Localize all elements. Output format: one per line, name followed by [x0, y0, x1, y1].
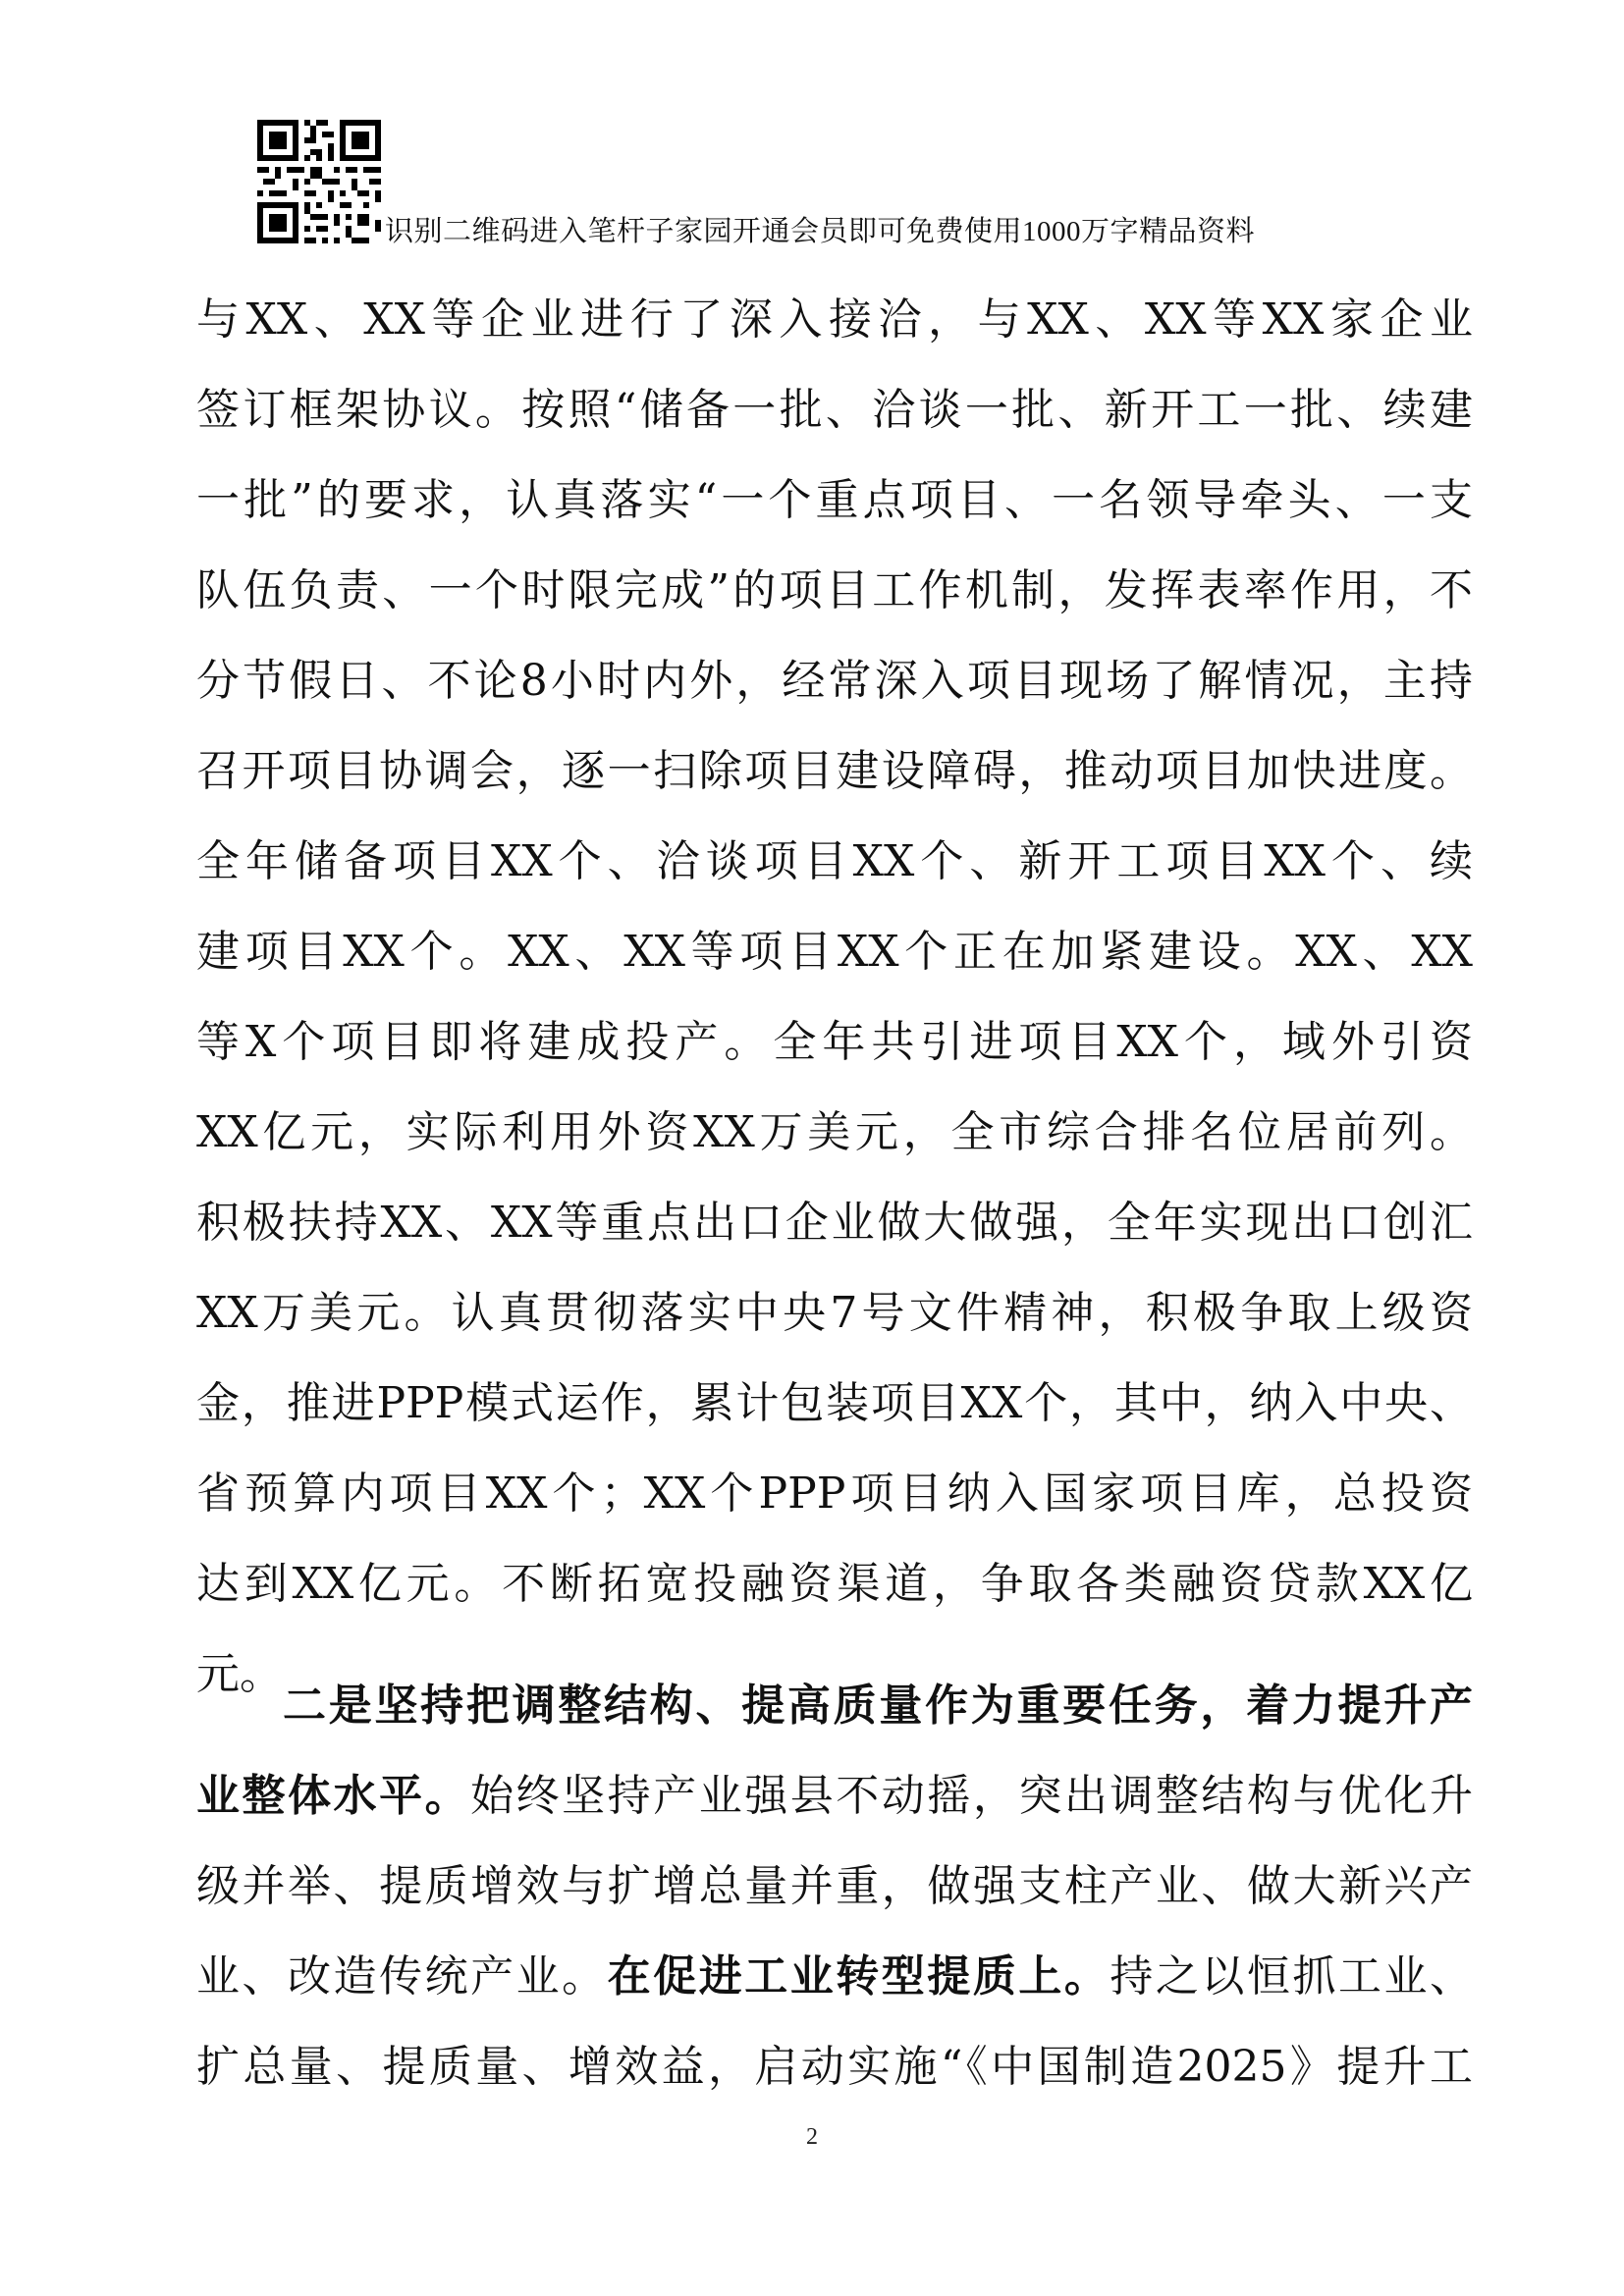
bold-subheading: 在促进工业转型提质上。 — [607, 1951, 1110, 2002]
text-line-heading: 二是坚持把调整结构、提高质量作为重要任务，着力提升产 — [283, 1681, 1473, 1731]
text-line: 等X个项目即将建成投产。全年共引进项目XX个，域外引资 — [196, 1017, 1473, 1067]
text-run: 业、改造传统产业。 — [196, 1951, 608, 2002]
text-line: 级并举、提质增效与扩增总量并重，做强支柱产业、做大新兴产 — [196, 1861, 1473, 1911]
text-line: 召开项目协调会，逐一扫除项目建设障碍，推动项目加快进度。 — [196, 746, 1473, 796]
text-run: 持之以恒抓工业、 — [1110, 1951, 1474, 2002]
text-line: 扩总量、提质量、增效益，启动实施“《中国制造2025》提升工 — [196, 2042, 1473, 2092]
text-line-mixed — [196, 1932, 1473, 2022]
bold-heading-tail: 业整体水平。 — [196, 1771, 471, 1821]
text-line: 签订框架协议。按照“储备一批、洽谈一批、新开工一批、续建 — [196, 385, 1473, 435]
text-line: 一批”的要求，认真落实“一个重点项目、一名领导牵头、一支 — [196, 475, 1473, 525]
page-number: 2 — [806, 2124, 818, 2150]
paragraph-1 — [196, 275, 1473, 1720]
text-line: 与XX、XX等企业进行了深入接洽，与XX、XX等XX家企业 — [196, 294, 1473, 345]
text-line: 省预算内项目XX个；XX个PPP项目纳入国家项目库，总投资 — [196, 1468, 1473, 1519]
text-line: 分节假日、不论8小时内外，经常深入项目现场了解情况，主持 — [196, 656, 1473, 706]
qr-promo-note: 识别二维码进入笔杆子家园开通会员即可免费使用1000万字精品资料 — [385, 216, 1256, 247]
text-run: 始终坚持产业强县不动摇，突出调整结构与优化升 — [470, 1771, 1474, 1821]
text-line: 元。 — [196, 1649, 283, 1699]
text-line: 积极扶持XX、XX等重点出口企业做大做强，全年实现出口创汇 — [196, 1198, 1473, 1248]
text-line: 金，推进PPP模式运作，累计包装项目XX个，其中，纳入中央、 — [196, 1378, 1473, 1428]
text-line: 队伍负责、一个时限完成”的项目工作机制，发挥表率作用，不 — [196, 565, 1473, 615]
text-line: 建项目XX个。XX、XX等项目XX个正在加紧建设。XX、XX — [196, 927, 1473, 977]
text-line: XX亿元，实际利用外资XX万美元，全市综合排名位居前列。 — [196, 1107, 1473, 1157]
qr-code-icon — [257, 120, 381, 243]
text-line-mixed — [196, 1751, 1473, 1842]
text-line: 全年储备项目XX个、洽谈项目XX个、新开工项目XX个、续 — [196, 836, 1473, 886]
text-line: 达到XX亿元。不断拓宽投融资渠道，争取各类融资贷款XX亿 — [196, 1559, 1473, 1609]
text-line: XX万美元。认真贯彻落实中央7号文件精神，积极争取上级资 — [196, 1288, 1473, 1338]
paragraph-2 — [196, 1661, 1473, 2112]
